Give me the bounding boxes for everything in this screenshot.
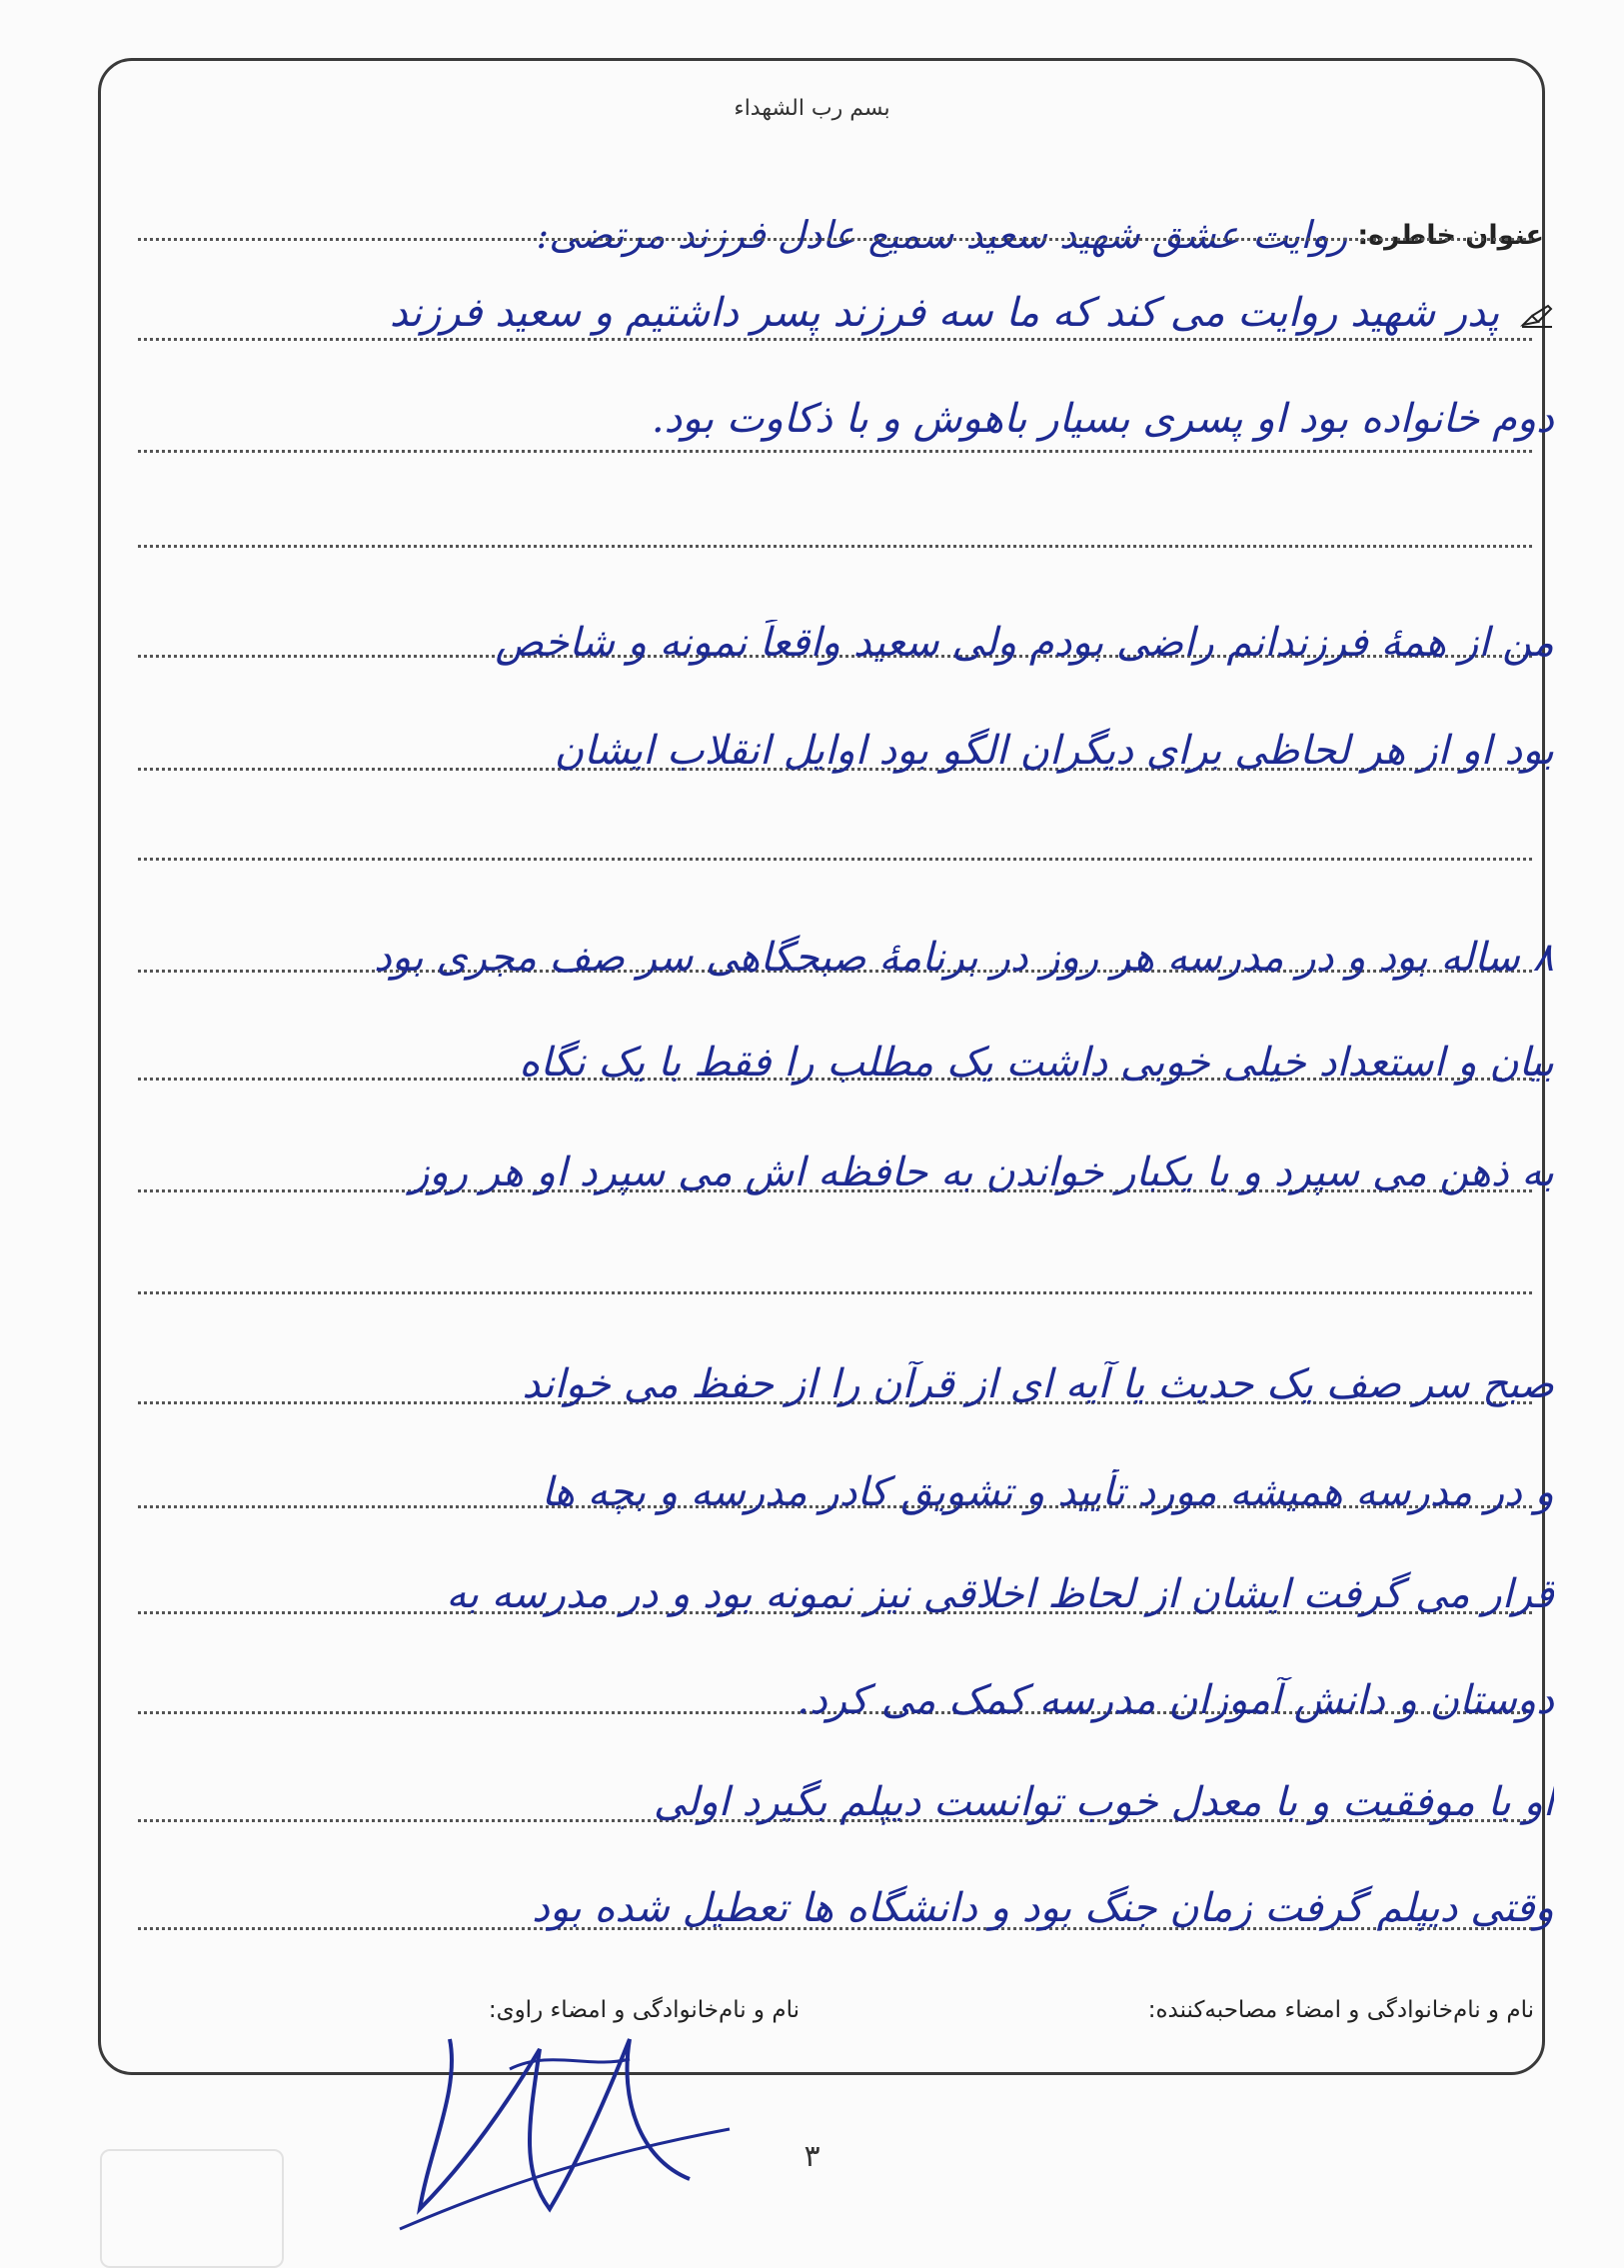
- narrator-signature-label: نام و نام‌خانوادگی و امضاء راوی:: [488, 1997, 800, 2023]
- handwritten-line: صبح سر صف یک حدیث یا آیه ای از قرآن را از حفظ می خواند: [522, 1361, 1554, 1407]
- handwritten-signature: [390, 2009, 750, 2249]
- handwritten-line: قرار می گرفت ایشان از لحاظ اخلاقی نیز نمونه بود و در مدرسه به: [446, 1571, 1554, 1617]
- interviewer-signature-label: نام و نام‌خانوادگی و امضاء مصاحبه‌کننده:: [1147, 1997, 1534, 2023]
- handwritten-line: او با موفقیت و با معدل خوب توانست دیپلم بگیرد اولی: [653, 1779, 1554, 1825]
- dotted-line: [138, 238, 1532, 241]
- pen-writing-icon: [1520, 303, 1554, 329]
- handwritten-line: به ذهن می سپرد و با یکبار خواندن به حافظه اش می سپرد او هر روز: [410, 1149, 1554, 1195]
- handwritten-line: و در مدرسه همیشه مورد تأیید و تشویق کادر مدرسه و بچه ها: [541, 1469, 1554, 1515]
- handwritten-line-text: پدر شهید روایت می کند که ما سه فرزند پسر داشتیم و سعید فرزند: [389, 290, 1500, 336]
- dotted-line: [138, 1291, 1532, 1294]
- memory-title-label: عنوان خاطره:: [1357, 219, 1544, 251]
- handwritten-line: ۸ ساله بود و در مدرسه هر روز در برنامهٔ صبحگاهی سر صف مجری بود: [374, 935, 1554, 981]
- handwritten-line: [15, 290, 1554, 336]
- dotted-line: [138, 545, 1532, 548]
- memory-title-value: روایت عشق شهید سعید سمیع عادل فرزند مرتضی:: [536, 213, 1348, 257]
- page-header: بسم رب الشهداء: [734, 96, 890, 121]
- faded-stamp: [100, 2149, 284, 2268]
- dotted-line: [138, 858, 1532, 861]
- page-number: ۳: [804, 2139, 820, 2174]
- memory-title-row: [75, 200, 1544, 270]
- handwritten-line: وقتی دیپلم گرفت زمان جنگ بود و دانشگاه ها تعطیل شده بود: [532, 1885, 1554, 1931]
- handwritten-line: دوم خانواده بود او پسری بسیار باهوش و با ذکاوت بود.: [651, 396, 1554, 442]
- dotted-line: [138, 338, 1532, 341]
- handwritten-line: من از همهٔ فرزندانم راضی بودم ولی سعید واقعاً نمونه و شاخص: [495, 620, 1554, 666]
- handwritten-line: بیان و استعداد خیلی خوبی داشت یک مطلب را فقط با یک نگاه: [519, 1040, 1554, 1086]
- handwritten-line: بود او از هر لحاظی برای دیگران الگو بود اوایل انقلاب ایشان: [554, 728, 1554, 774]
- dotted-line: [138, 450, 1532, 453]
- handwritten-line: دوستان و دانش آموزان مدرسه کمک می کرد.: [797, 1677, 1554, 1723]
